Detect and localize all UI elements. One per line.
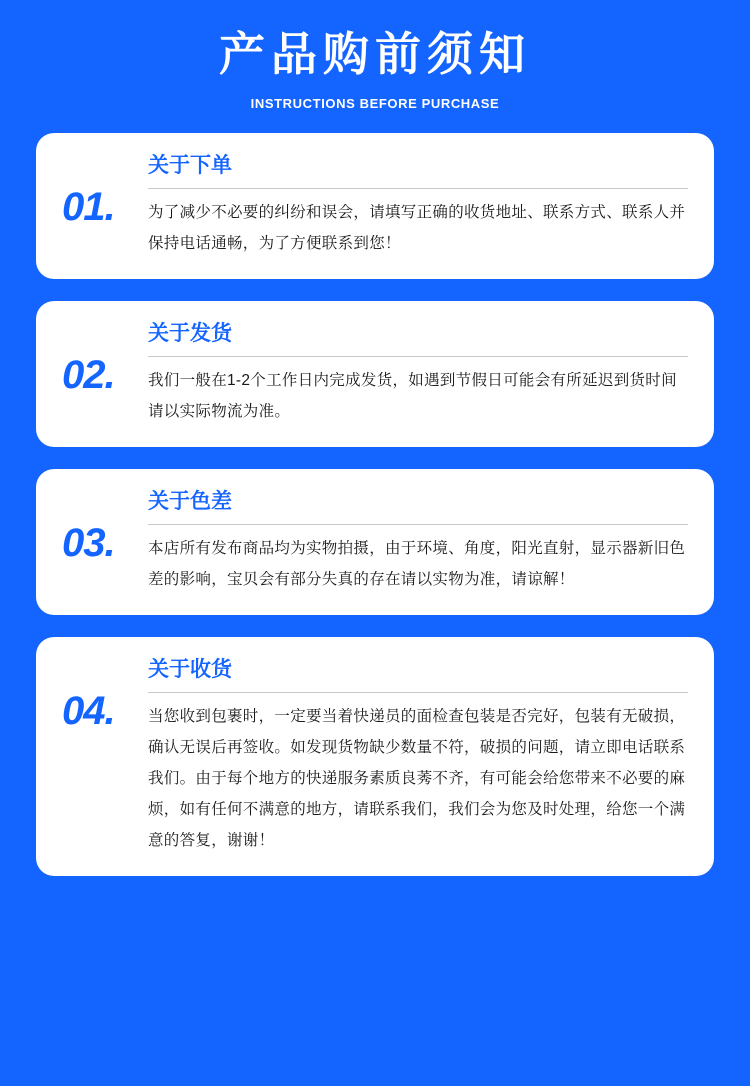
card-text: 当您收到包裹时，一定要当着快递员的面检查包装是否完好，包装有无破损，确认无误后再签收。如发现货物缺少数量不符，破损的问题，请立即电话联系我们。由于每个地方的快递服务素质良莠不齐，有可能会给您带来不必要的麻烦，如有任何不满意的地方，请联系我们，我们会为您及时处理，给您一个满意的答复，谢谢！ [148, 708, 686, 850]
card-title: 关于下单 [148, 153, 688, 189]
instruction-card [36, 469, 714, 615]
instruction-card [36, 133, 714, 279]
card-title: 关于收货 [148, 657, 688, 693]
card-body [148, 153, 688, 259]
instruction-card [36, 637, 714, 876]
page-subtitle: INSTRUCTIONS BEFORE PURCHASE [250, 95, 500, 111]
instruction-card [36, 301, 714, 447]
card-number: 04. [62, 689, 115, 734]
card-number: 01. [62, 184, 115, 229]
card-title: 关于发货 [148, 321, 688, 357]
card-number: 03. [62, 520, 115, 565]
card-text: 本店所有发布商品均为实物拍摄，由于环境、角度，阳光直射，显示器新旧色差的影响，宝贝会有部分失真的存在请以实物为准，请谅解！ [148, 540, 686, 589]
card-body [148, 657, 688, 856]
card-text: 我们一般在1-2个工作日内完成发货，如遇到节假日可能会有所延迟到货时间请以实际物流为准。 [148, 371, 677, 420]
card-text: 为了减少不必要的纠纷和误会，请填写正确的收货地址、联系方式、联系人并保持电话通畅，为了方便联系到您！ [148, 203, 686, 252]
card-body [148, 321, 688, 427]
card-number: 02. [62, 352, 115, 397]
card-body [148, 489, 688, 595]
page-title: 产品购前须知 [219, 28, 531, 80]
page-header [0, 0, 750, 111]
card-title: 关于色差 [148, 489, 688, 525]
instruction-card-list [0, 133, 750, 877]
